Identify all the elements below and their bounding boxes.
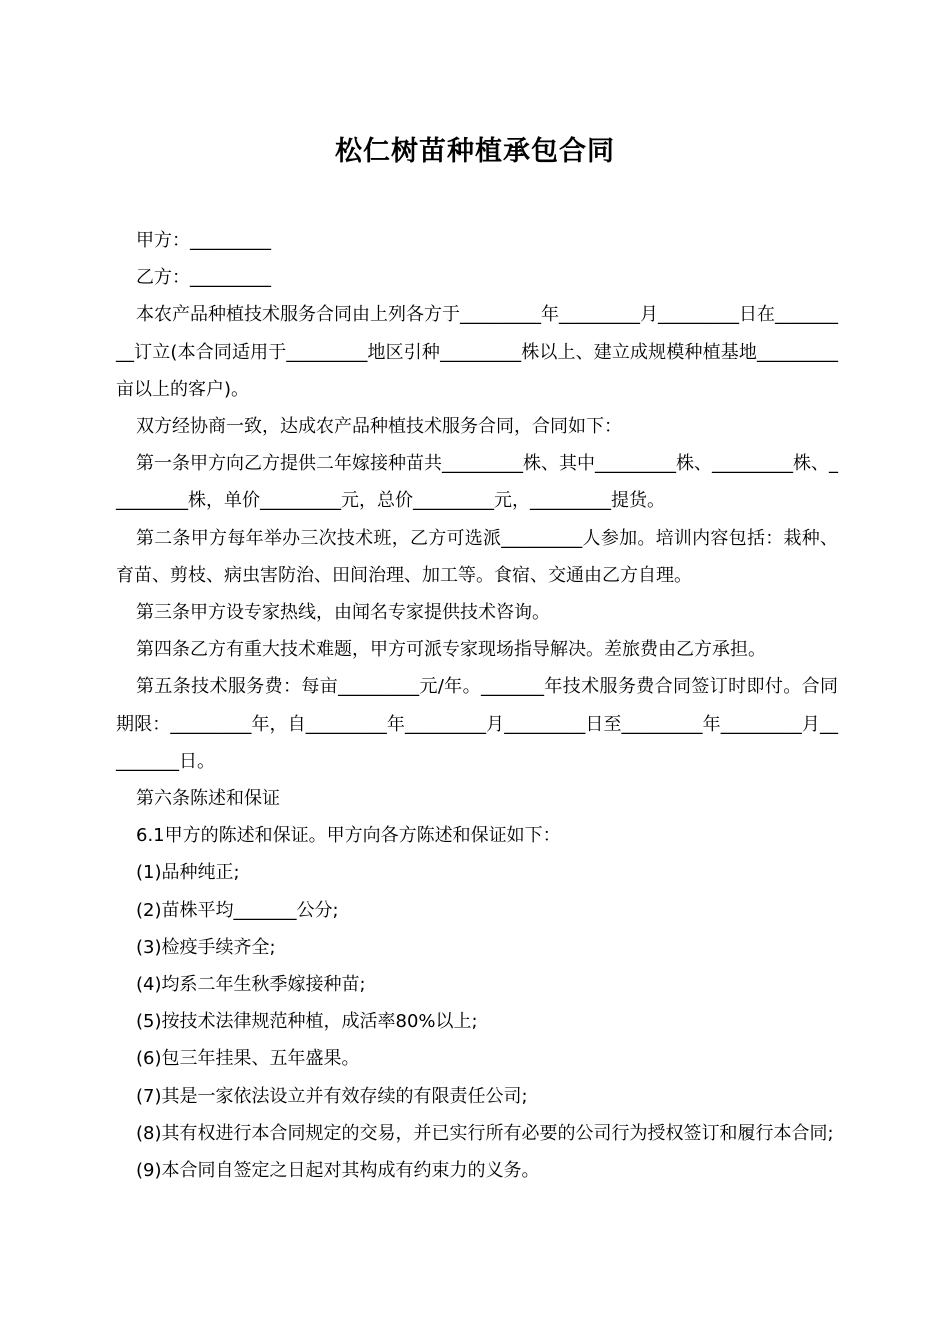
- party-a-line: 甲方：_________: [136, 230, 271, 251]
- clause-6-1: 6.1甲方的陈述和保证。甲方向各方陈述和保证如下：: [136, 825, 561, 847]
- article-5: 第五条技术服务费：每亩_________元/年。_______年技术服务费合同签订时即付。合同期限：_________年，自_________年_________月_________日至_________年_________月_________日。: [116, 676, 838, 772]
- warranty-item: (6)包三年挂果、五年盛果。: [136, 1048, 360, 1070]
- document-title: 松仁树苗种植承包合同: [335, 136, 615, 167]
- warranty-item: (2)苗株平均_______公分;: [136, 899, 339, 921]
- warranty-item: (3)检疫手续齐全;: [136, 936, 276, 958]
- party-b-line: 乙方：_________: [136, 267, 271, 289]
- article-1: 第一条甲方向乙方提供二年嫁接种苗共_________株、其中_________株、_________株、_________株，单价_________元，总价_________元，_________提货。: [116, 453, 838, 512]
- warranty-item: (9)本合同自签定之日起对其构成有约束力的义务。: [136, 1160, 540, 1182]
- warranty-item: (1)品种纯正;: [136, 862, 240, 884]
- article-2: 第二条甲方每年举办三次技术班，乙方可选派_________人参加。培训内容包括：栽种、育苗、剪枝、病虫害防治、田间治理、加工等。食宿、交通由乙方自理。: [116, 527, 838, 586]
- warranty-item: (7)其是一家依法设立并有效存续的有限责任公司;: [136, 1085, 528, 1107]
- warranty-item: (5)按技术法律规范种植，成活率80%以上;: [136, 1011, 478, 1033]
- agreement-statement: 双方经协商一致，达成农产品种植技术服务合同，合同如下：: [136, 416, 622, 438]
- document-body: [116, 222, 838, 1189]
- article-4: 第四条乙方有重大技术难题，甲方可派专家现场指导解决。差旅费由乙方承担。: [136, 639, 766, 661]
- contract-intro-paragraph: 本农产品种植技术服务合同由上列各方于_________年_________月_________日在_________订立(本合同适用于_________地区引种_________株以上、建立成规模种植基地_________亩以上的客户)。: [116, 304, 838, 400]
- warranty-item: (8)其有权进行本合同规定的交易，并已实行所有必要的公司行为授权签订和履行本合同;: [136, 1122, 834, 1144]
- article-6-heading: 第六条陈述和保证: [136, 788, 280, 810]
- warranty-item: (4)均系二年生秋季嫁接种苗;: [136, 974, 366, 996]
- article-3: 第三条甲方设专家热线，由闻名专家提供技术咨询。: [136, 602, 550, 624]
